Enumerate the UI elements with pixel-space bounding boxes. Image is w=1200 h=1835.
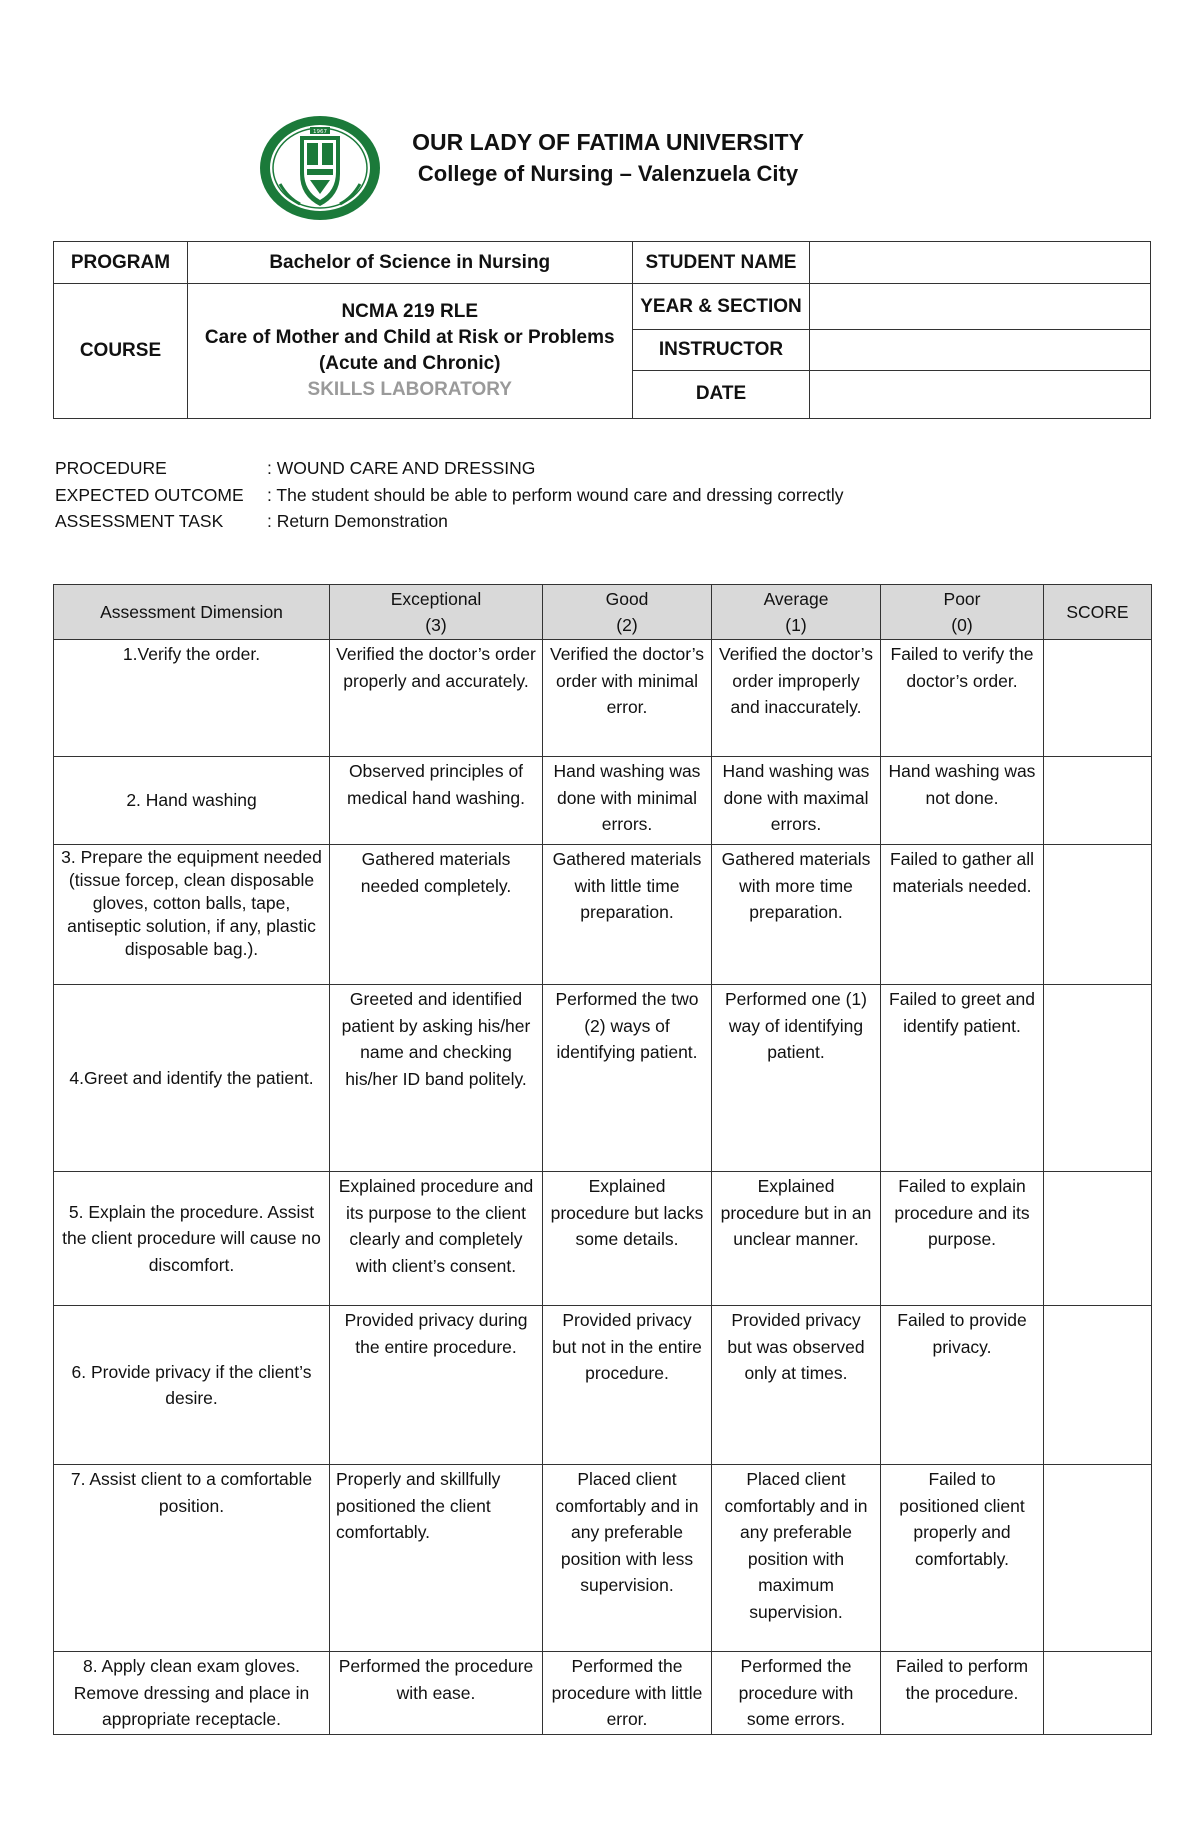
header-exceptional-label: Exceptional xyxy=(390,589,482,609)
score-cell[interactable] xyxy=(1044,1465,1152,1652)
average-cell: Gathered materials with more time preparation. xyxy=(712,845,881,985)
poor-cell: Hand washing was not done. xyxy=(881,757,1044,845)
header-poor-label: Poor xyxy=(943,589,981,609)
assessment-rubric-table xyxy=(53,584,1152,1735)
expected-outcome-value: : The student should be able to perform wound care and dressing correctly xyxy=(267,484,844,505)
score-cell[interactable] xyxy=(1044,845,1152,985)
average-cell: Explained procedure but in an unclear manner. xyxy=(712,1172,881,1306)
dimension-cell: 5. Explain the procedure. Assist the client procedure will cause no discomfort. xyxy=(54,1172,330,1306)
dimension-cell: 4.Greet and identify the patient. xyxy=(54,985,330,1172)
dimension-cell: 1.Verify the order. xyxy=(54,640,330,757)
dimension-cell: 2. Hand washing xyxy=(54,757,330,845)
course-info-table xyxy=(53,241,1151,419)
dimension-cell: 7. Assist client to a comfortable position. xyxy=(54,1465,330,1652)
header-average-label: Average xyxy=(763,589,829,609)
score-cell[interactable] xyxy=(1044,985,1152,1172)
expected-outcome-label: EXPECTED OUTCOME xyxy=(55,484,244,505)
good-cell: Verified the doctor’s order with minimal error. xyxy=(543,640,712,757)
header-good-label: Good xyxy=(605,589,649,609)
average-cell: Performed one (1) way of identifying patient. xyxy=(712,985,881,1172)
exceptional-cell: Properly and skillfully positioned the client comfortably. xyxy=(330,1465,543,1652)
poor-cell: Failed to provide privacy. xyxy=(881,1306,1044,1465)
average-cell: Performed the procedure with some errors. xyxy=(712,1652,881,1735)
poor-cell: Failed to perform the procedure. xyxy=(881,1652,1044,1735)
exceptional-cell: Provided privacy during the entire procedure. xyxy=(330,1306,543,1465)
header-score: SCORE xyxy=(1044,585,1152,640)
table-row xyxy=(54,1172,1152,1306)
procedure-label: PROCEDURE xyxy=(55,458,167,478)
dimension-cell: 3. Prepare the equipment needed (tissue forcep, clean disposable gloves, cotton balls, tape, antiseptic solution, if any, plastic disposable bag.). xyxy=(54,845,330,985)
university-seal-logo xyxy=(258,114,382,222)
university-name: OUR LADY OF FATIMA UNIVERSITY xyxy=(412,129,804,155)
header-poor xyxy=(881,585,1044,640)
score-cell[interactable] xyxy=(1044,1652,1152,1735)
student-name-field[interactable] xyxy=(810,242,1151,284)
header-exceptional-points: (3) xyxy=(425,615,447,635)
assessment-task-value: : Return Demonstration xyxy=(267,511,448,531)
student-name-label: STUDENT NAME xyxy=(632,242,810,284)
table-row xyxy=(54,1465,1152,1652)
assessment-task-label: ASSESSMENT TASK xyxy=(55,511,224,531)
year-section-field[interactable] xyxy=(810,284,1151,330)
instructor-label: INSTRUCTOR xyxy=(632,330,810,370)
procedure-details xyxy=(55,455,844,535)
poor-cell: Failed to verify the doctor’s order. xyxy=(881,640,1044,757)
dimension-cell: 8. Apply clean exam gloves. Remove dressing and place in appropriate receptacle. xyxy=(54,1652,330,1735)
good-cell: Provided privacy but not in the entire procedure. xyxy=(543,1306,712,1465)
course-lab-label: SKILLS LABORATORY xyxy=(307,379,512,401)
score-cell[interactable] xyxy=(1044,757,1152,845)
exceptional-cell: Observed principles of medical hand washing. xyxy=(330,757,543,845)
table-row xyxy=(54,1306,1152,1465)
header-assessment-dimension: Assessment Dimension xyxy=(54,585,330,640)
course-code: NCMA 219 RLE xyxy=(341,301,478,323)
procedure-value: : WOUND CARE AND DRESSING xyxy=(267,458,536,478)
average-cell: Placed client comfortably and in any preferable position with maximum supervision. xyxy=(712,1465,881,1652)
instructor-field[interactable] xyxy=(810,330,1151,370)
course-title-line-2: (Acute and Chronic) xyxy=(318,353,501,375)
expected-outcome-row xyxy=(55,482,844,509)
program-label: PROGRAM xyxy=(54,242,188,284)
header-average xyxy=(712,585,881,640)
header-average-points: (1) xyxy=(785,615,807,635)
course-description xyxy=(187,284,632,419)
good-cell: Placed client comfortably and in any preferable position with less supervision. xyxy=(543,1465,712,1652)
course-label: COURSE xyxy=(54,284,188,419)
table-row xyxy=(54,845,1152,985)
year-section-label: YEAR & SECTION xyxy=(632,284,810,330)
exceptional-cell: Verified the doctor’s order properly and accurately. xyxy=(330,640,543,757)
header-good-points: (2) xyxy=(616,615,638,635)
average-cell: Verified the doctor’s order improperly and inaccurately. xyxy=(712,640,881,757)
poor-cell: Failed to positioned client properly and comfortably. xyxy=(881,1465,1044,1652)
assessment-task-row xyxy=(55,508,844,535)
table-row xyxy=(54,640,1152,757)
poor-cell: Failed to gather all materials needed. xyxy=(881,845,1044,985)
poor-cell: Failed to explain procedure and its purpose. xyxy=(881,1172,1044,1306)
good-cell: Gathered materials with little time preparation. xyxy=(543,845,712,985)
header-poor-points: (0) xyxy=(951,615,973,635)
average-cell: Provided privacy but was observed only at times. xyxy=(712,1306,881,1465)
college-name: College of Nursing – Valenzuela City xyxy=(417,161,799,186)
date-field[interactable] xyxy=(810,370,1151,418)
score-cell[interactable] xyxy=(1044,1306,1152,1465)
program-value: Bachelor of Science in Nursing xyxy=(187,242,632,284)
dimension-cell: 6. Provide privacy if the client’s desire. xyxy=(54,1306,330,1465)
good-cell: Performed the procedure with little error. xyxy=(543,1652,712,1735)
average-cell: Hand washing was done with maximal errors. xyxy=(712,757,881,845)
exceptional-cell: Explained procedure and its purpose to the client clearly and completely with client’s consent. xyxy=(330,1172,543,1306)
procedure-row xyxy=(55,455,844,482)
seal-year-text: 1967 xyxy=(313,129,327,135)
score-cell[interactable] xyxy=(1044,640,1152,757)
exceptional-cell: Gathered materials needed completely. xyxy=(330,845,543,985)
good-cell: Hand washing was done with minimal errors. xyxy=(543,757,712,845)
good-cell: Performed the two (2) ways of identifying patient. xyxy=(543,985,712,1172)
header-exceptional xyxy=(330,585,543,640)
table-row xyxy=(54,1652,1152,1735)
date-label: DATE xyxy=(632,370,810,418)
score-cell[interactable] xyxy=(1044,1172,1152,1306)
exceptional-cell: Performed the procedure with ease. xyxy=(330,1652,543,1735)
course-title-line-1: Care of Mother and Child at Risk or Problems xyxy=(204,327,615,349)
table-row xyxy=(54,985,1152,1172)
exceptional-cell: Greeted and identified patient by asking his/her name and checking his/her ID band politely. xyxy=(330,985,543,1172)
table-row xyxy=(54,757,1152,845)
header-good xyxy=(543,585,712,640)
poor-cell: Failed to greet and identify patient. xyxy=(881,985,1044,1172)
good-cell: Explained procedure but lacks some details. xyxy=(543,1172,712,1306)
